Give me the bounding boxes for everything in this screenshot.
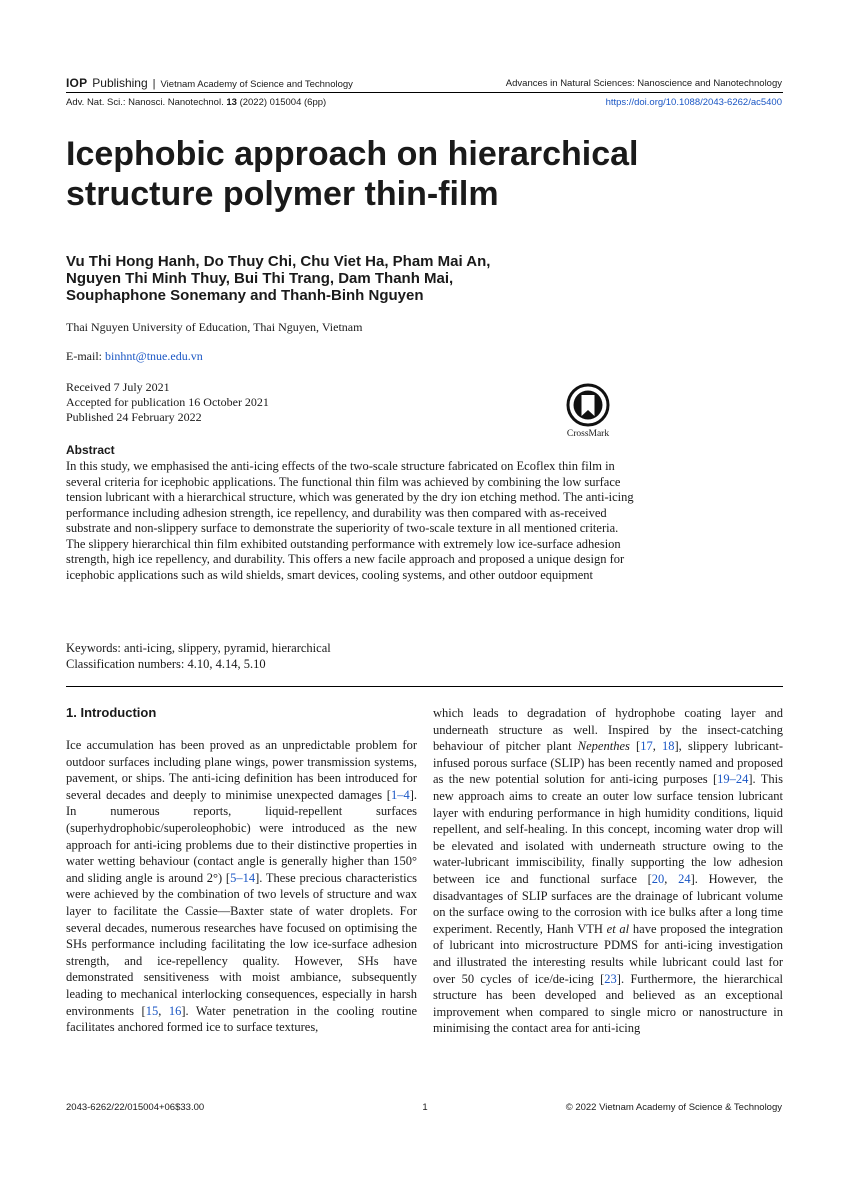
publisher-logo: IOP <box>66 76 88 90</box>
body-text: ]. However, the disadvantages of SLIP surfaces are the drainage of lubricant volume on the surface owing to the corrosion with ice bulks after a long time experiment. Recently, Hanh VTH <box>433 871 784 936</box>
reference-link[interactable]: 1–4 <box>390 787 410 802</box>
body-text: , <box>664 871 679 886</box>
body-text: ]. These precious characteristics were achieved by the combination of two levels of structure and wax layer to facilitate the Cassie—Baxter state of water droplets. For several decades, numerous researches have focused on optimising the SHs performance including facilitating the low ice-surface adhesion strength, and ice-repellency quality. However, SHs have demonstrated sensitiveness with moist ambiance, subsequently leading to mechanical interlocking consequences, especially in harsh environments [ <box>66 870 417 1018</box>
publisher-header <box>66 76 353 90</box>
reference-link[interactable]: 19–24 <box>717 772 749 787</box>
email-label: E-mail: <box>66 349 105 363</box>
citation-volume: 13 <box>226 97 237 108</box>
footer-copyright: © 2022 Vietnam Academy of Science & Technology <box>565 1102 782 1113</box>
author-list <box>66 253 586 304</box>
body-text: , <box>158 1003 169 1018</box>
publisher-word: Publishing <box>92 76 148 90</box>
species-name: Nepenthes <box>577 739 630 754</box>
received-date: Received 7 July 2021 <box>66 380 170 394</box>
reference-link[interactable]: 20 <box>651 871 665 886</box>
body-column-right <box>433 705 783 1037</box>
citation-prefix: Adv. Nat. Sci.: Nanosci. Nanotechnol. <box>66 97 224 108</box>
abstract-heading: Abstract <box>66 443 115 457</box>
email-link[interactable]: binhnt@tnue.edu.vn <box>105 349 203 363</box>
reference-link[interactable]: 5–14 <box>230 870 256 885</box>
body-text: ]. Furthermore, the hierarchical structure has been developed and believed as an exceptional improvement when compared to single micro or nanostructure in minimising the contact area for anti-icing <box>433 971 784 1036</box>
authors-line: Nguyen Thi Minh Thuy, Bui Thi Trang, Dam Thanh Mai, <box>66 270 454 287</box>
society-name: Vietnam Academy of Science and Technology <box>160 79 353 90</box>
body-text: ]. This new approach aims to create an outer low surface tension lubricant layer with enduring performance in high humidity conditions, liquid repellent, and self-healing. In this concept, incoming water drop will be elevated and isolated with underneath structure owing to the water-lubricant immiscibility, finally supporting the low adhesion between ice and functional surface [ <box>433 772 783 886</box>
keywords-block <box>66 641 331 672</box>
authors-line: Souphaphone Sonemany and Thanh-Binh Nguyen <box>66 287 424 304</box>
published-date: Published 24 February 2022 <box>66 410 202 424</box>
header-separator: | <box>152 78 156 90</box>
citation-suffix: (2022) 015004 (6pp) <box>239 97 327 108</box>
body-text: ], slippery lubricant-infused porous surface (SLIP) has been recently named and proposed as the new potential solution for anti-icing purposes [ <box>433 739 783 787</box>
keywords: Keywords: anti-icing, slippery, pyramid, hierarchical <box>66 641 331 655</box>
authors-line: Vu Thi Hong Hanh, Do Thuy Chi, Chu Viet Ha, Pham Mai An, <box>66 253 491 270</box>
article-dates <box>66 380 269 425</box>
page-number: 1 <box>422 1102 428 1113</box>
journal-name: Advances in Natural Sciences: Nanoscience and Nanotechnology <box>505 78 782 89</box>
reference-link[interactable]: 18 <box>662 739 675 754</box>
doi-link[interactable]: https://doi.org/10.1088/2043-6262/ac5400 <box>605 97 782 108</box>
section-rule <box>66 686 783 687</box>
reference-link[interactable]: 15 <box>145 1003 159 1018</box>
body-text: ]. In numerous reports, liquid-repellent surfaces (superhydrophobic/superoleophobic) were introduced as the new approach for anti-icing problems due to their distinctive properties in water wetting behaviour (contact angle is generally higher than 150° and sliding angle is around 2°) [ <box>66 787 417 885</box>
body-text: which leads to degradation of hydrophobe coating layer and underneath structure as well. Inspired by the insect-catching behaviour of pitcher plant <box>433 706 783 754</box>
reference-link[interactable]: 17 <box>640 739 653 754</box>
reference-link[interactable]: 16 <box>168 1003 182 1018</box>
body-text: , <box>652 739 662 754</box>
reference-link[interactable]: 24 <box>678 871 691 886</box>
body-text: [ <box>629 739 641 754</box>
header-rule <box>66 92 783 93</box>
email-line <box>66 349 203 364</box>
affiliation: Thai Nguyen University of Education, Thai Nguyen, Vietnam <box>66 320 363 334</box>
body-text: have proposed the integration of lubricant into microstructure PDMS for anti-icing investigation and illustrated the interesting results while lubricant could last for over 50 cycles of ice/de-icing [ <box>433 921 783 986</box>
article-title: Icephobic approach on hierarchical structure polymer thin-film <box>66 135 639 213</box>
crossmark-icon <box>566 383 610 427</box>
body-text: Ice accumulation has been proved as an unpredictable problem for outdoor surfaces including plane wings, power transmission systems, pavement, or ships. The anti-icing definition has been introduced for several decades and deeply to minimise unexpected damages [ <box>66 738 417 802</box>
classification-numbers: Classification numbers: 4.10, 4.14, 5.10 <box>66 656 266 671</box>
footer-issn: 2043-6262/22/015004+06$33.00 <box>66 1102 205 1113</box>
italic-text: et al <box>606 921 630 936</box>
crossmark-button[interactable] <box>560 383 616 439</box>
body-text: ]. Water penetration in the cooling routine facilitates anchored formed ice to surface textures, <box>66 1003 417 1035</box>
abstract-text: In this study, we emphasised the anti-icing effects of the two-scale structure fabricated on Ecoflex thin film in several criteria for icephobic applications. The functional thin film was achieved by combining the low surface tension lubricant with a hierarchical structure, which was generated by the dry ion etching method. The anti-icing performance including adhesion strength, ice repellency, and durability was then compared with as-received substrate and non-slippery surface to demonstrate the superiority of two-scale texture in all mentioned criteria. The slippery hierarchical thin film exhibited outstanding performance with extremely low ice-surface adhesion strength, high ice repellency, and durability. This offers a new facile approach and proposed a unique design for icephobic applications such as wild shields, smart devices, cooling systems, and other outdoor equipment <box>66 459 634 582</box>
citation <box>66 97 326 108</box>
reference-link[interactable]: 23 <box>604 971 617 986</box>
body-column-left <box>66 737 417 1036</box>
crossmark-label: CrossMark <box>566 429 610 439</box>
section-heading: 1. Introduction <box>66 705 157 720</box>
accepted-date: Accepted for publication 16 October 2021 <box>66 395 269 409</box>
